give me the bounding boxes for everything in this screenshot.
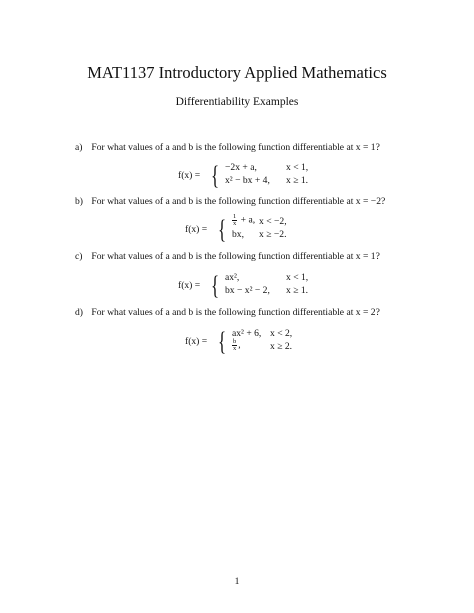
function-lhs: f(x) = xyxy=(185,224,208,235)
piece-expr: $\frac{1}{x}$ + a, xyxy=(233,213,256,227)
left-brace: { xyxy=(211,161,220,190)
question-label: d) xyxy=(75,307,83,318)
piece-cond: x < 1, xyxy=(286,272,309,283)
piece-cond: x ≥ 1. xyxy=(286,285,309,296)
question-label: a) xyxy=(75,142,83,153)
question-a xyxy=(75,142,380,153)
function-c xyxy=(178,272,338,302)
question-text: For what values of a and b is the following function differentiable at x = 1? xyxy=(91,251,380,262)
function-lhs: f(x) = xyxy=(178,280,201,291)
question-text: For what values of a and b is the following function differentiable at x = 2? xyxy=(91,307,380,318)
page-number: 1 xyxy=(234,576,240,587)
piece-expr: $\frac{b}{x}$ , xyxy=(233,338,241,352)
piece-expr: ax² + 6, xyxy=(232,328,262,339)
left-brace: { xyxy=(218,215,227,244)
piece-expr: x² − bx + 4, xyxy=(225,175,270,186)
question-label: b) xyxy=(75,196,83,207)
function-lhs: f(x) = xyxy=(185,336,208,347)
question-d xyxy=(75,307,380,318)
piece-cond: x ≥ −2. xyxy=(259,229,287,240)
function-a xyxy=(178,162,338,192)
function-b xyxy=(185,213,305,246)
piece-expr: bx − x² − 2, xyxy=(225,285,270,296)
question-c xyxy=(75,251,380,262)
piece-expr: bx, xyxy=(232,229,244,240)
question-text: For what values of a and b is the following function differentiable at x = −2? xyxy=(91,196,386,207)
piece-cond: x ≥ 1. xyxy=(286,175,309,186)
fraction: $\frac{b}{x}$ xyxy=(233,338,237,352)
question-text: For what values of a and b is the following function differentiable at x = 1? xyxy=(91,142,380,153)
fraction: $\frac{1}{x}$ xyxy=(233,213,237,227)
piece-cond: x ≥ 2. xyxy=(270,341,293,352)
left-brace: { xyxy=(211,271,220,300)
piece-cond: x < −2, xyxy=(259,216,287,227)
piece-expr: ax², xyxy=(225,272,240,283)
piece-cond: x < 2, xyxy=(270,328,293,339)
document-title: MAT1137 Introductory Applied Mathematics xyxy=(87,63,387,82)
question-label: c) xyxy=(75,251,83,262)
piece-expr: −2x + a, xyxy=(225,162,257,173)
piece-cond: x < 1, xyxy=(286,162,309,173)
function-lhs: f(x) = xyxy=(178,170,201,181)
left-brace: { xyxy=(218,327,227,356)
function-d xyxy=(185,328,315,358)
document-subtitle: Differentiability Examples xyxy=(175,96,299,108)
question-b xyxy=(75,196,385,207)
